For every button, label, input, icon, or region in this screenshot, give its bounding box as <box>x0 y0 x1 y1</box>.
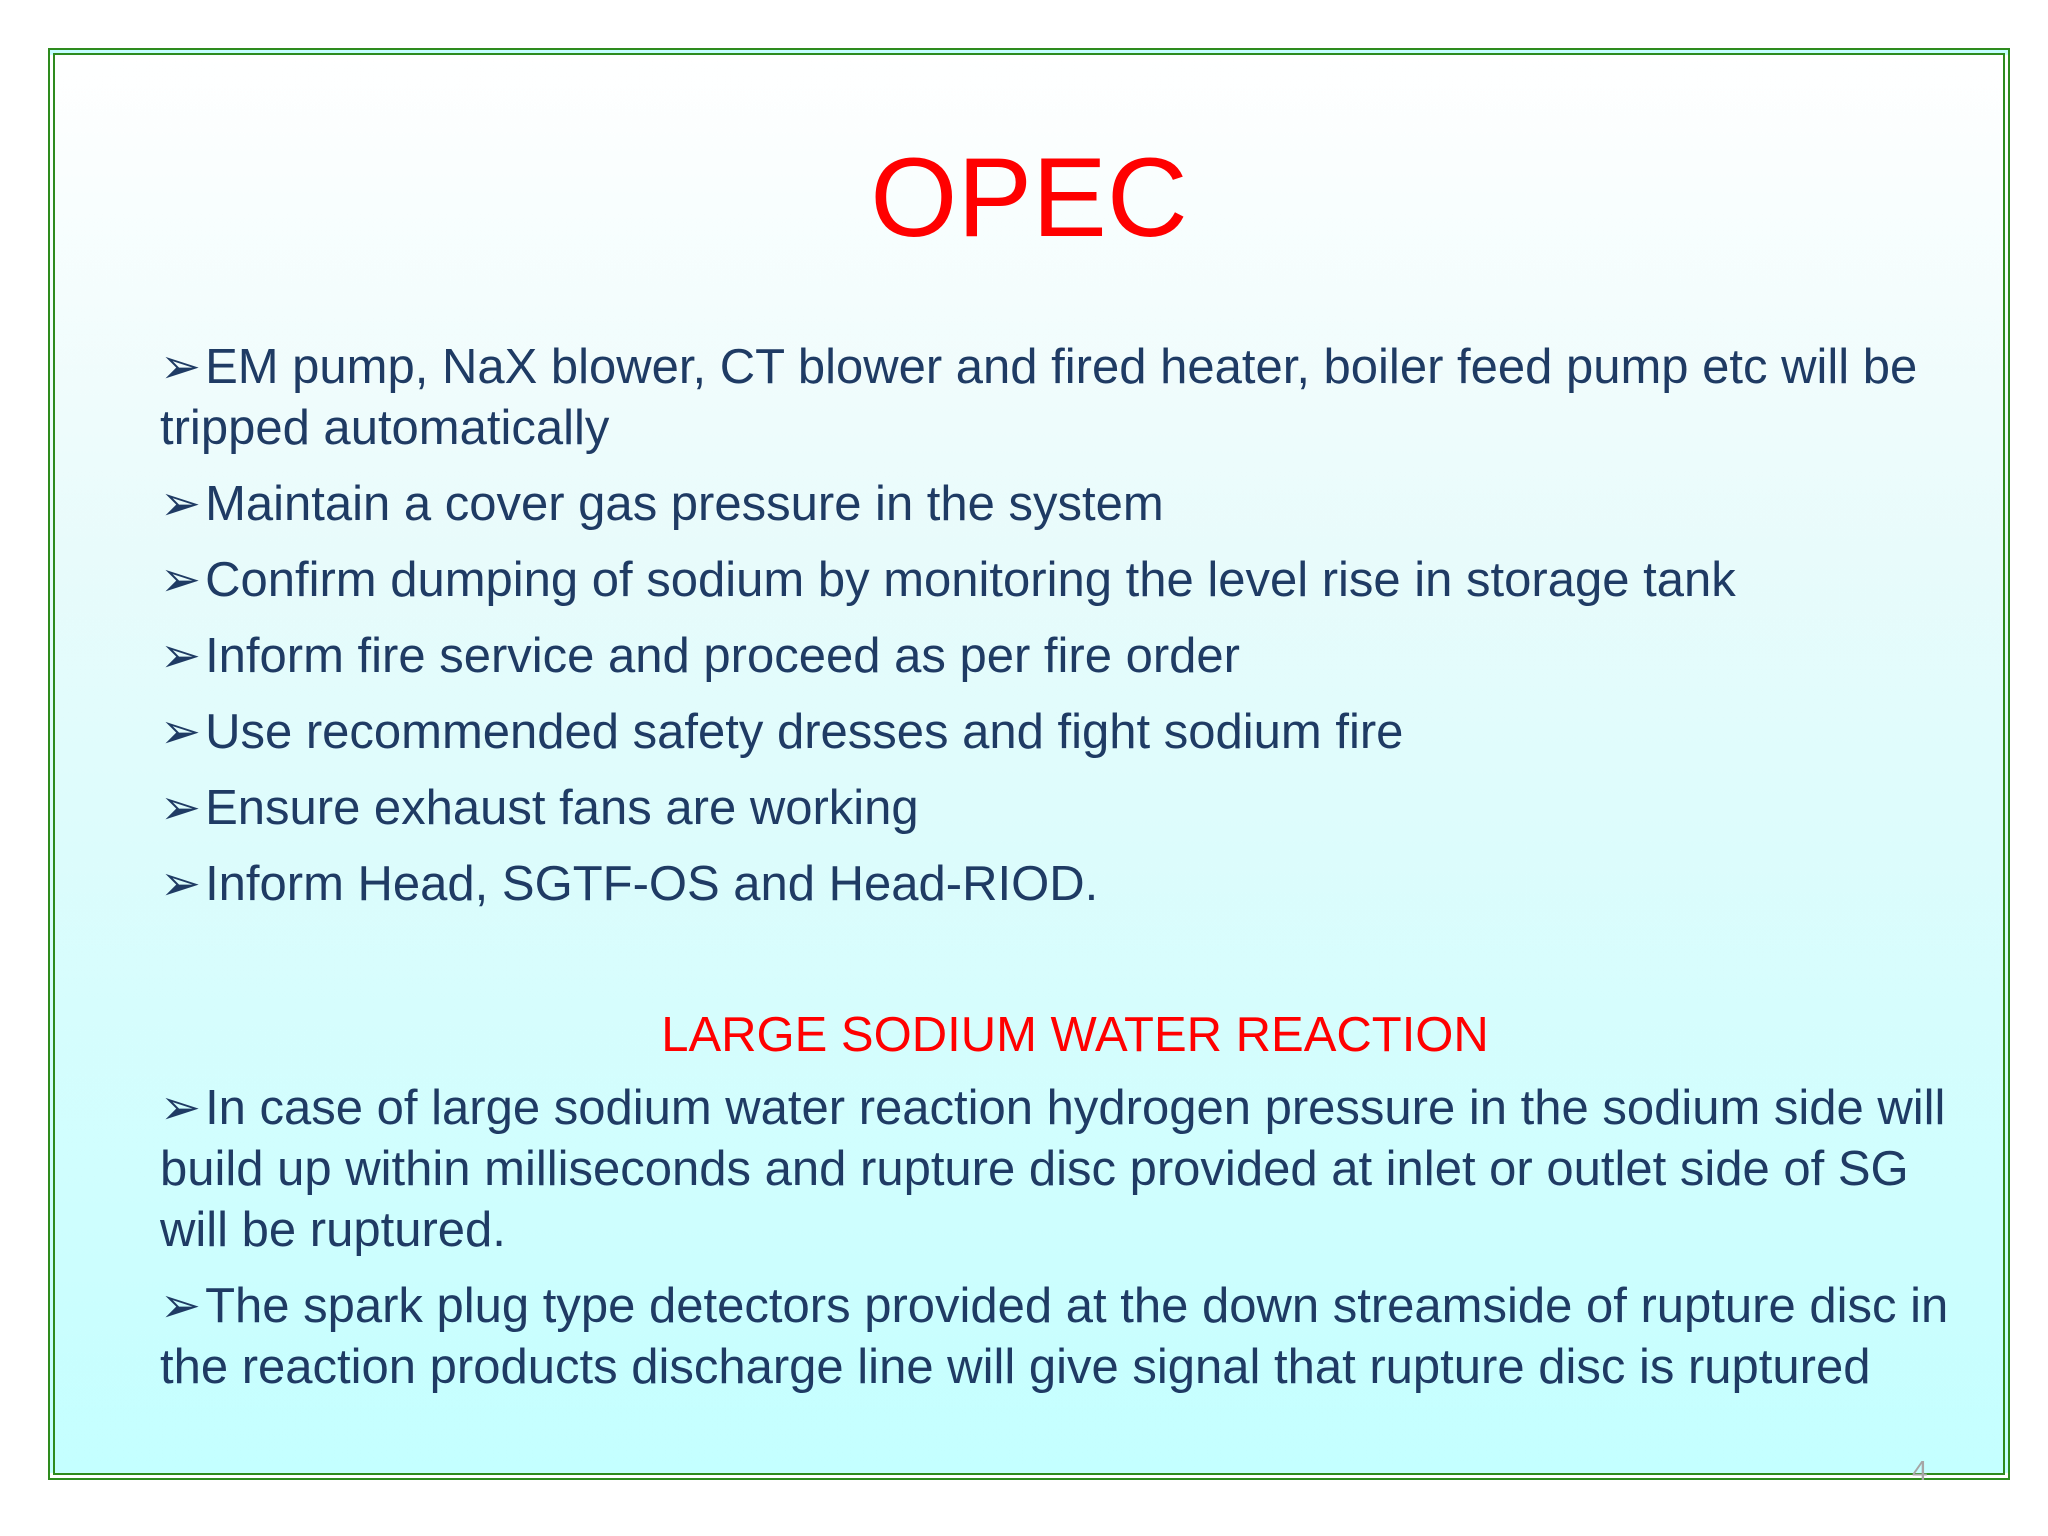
section-heading: LARGE SODIUM WATER REACTION <box>661 1008 1489 1062</box>
section-bullet-item <box>160 1276 1990 1398</box>
arrow-bullet-icon: ➢ <box>160 781 202 835</box>
bullet-text: In case of large sodium water reaction hydrogen pressure in the sodium side will build up within milliseconds and rupture disc provided at inlet or outlet side of SG will be ruptured. <box>160 1081 1946 1257</box>
arrow-bullet-icon: ➢ <box>160 857 202 911</box>
bullet-text: Maintain a cover gas pressure in the system <box>205 477 1164 531</box>
bullet-item <box>160 626 1990 687</box>
arrow-bullet-icon: ➢ <box>160 477 202 531</box>
bullet-text: Use recommended safety dresses and fight sodium fire <box>205 705 1404 759</box>
arrow-bullet-icon: ➢ <box>160 629 202 683</box>
bullet-text: The spark plug type detectors provided at the down streamside of rupture disc in the reaction products discharge line will give signal that rupture disc is ruptured <box>160 1279 1949 1394</box>
bullet-item <box>160 778 1990 839</box>
section-bullet-item <box>160 1078 1990 1261</box>
arrow-bullet-icon: ➢ <box>160 340 202 394</box>
bullet-item <box>160 550 1990 611</box>
arrow-bullet-icon: ➢ <box>160 1081 202 1135</box>
arrow-bullet-icon: ➢ <box>160 1279 202 1333</box>
arrow-bullet-icon: ➢ <box>160 705 202 759</box>
bullet-item <box>160 337 1990 459</box>
bullet-text: Inform Head, SGTF-OS and Head-RIOD. <box>205 857 1099 911</box>
bullet-item <box>160 854 1990 915</box>
arrow-bullet-icon: ➢ <box>160 553 202 607</box>
bullet-text: Ensure exhaust fans are working <box>205 781 919 835</box>
bullet-item <box>160 474 1990 535</box>
bullet-text: Confirm dumping of sodium by monitoring the level rise in storage tank <box>205 553 1736 607</box>
page-number: 4 <box>1912 1455 1928 1486</box>
slide-content <box>160 337 1990 1413</box>
slide-title: OPEC <box>870 135 1188 260</box>
bullet-item <box>160 702 1990 763</box>
bullet-text: Inform fire service and proceed as per fire order <box>205 629 1240 683</box>
bullet-text: EM pump, NaX blower, CT blower and fired heater, boiler feed pump etc will be tripped automatically <box>160 340 1918 455</box>
slide-frame <box>48 48 2010 1480</box>
